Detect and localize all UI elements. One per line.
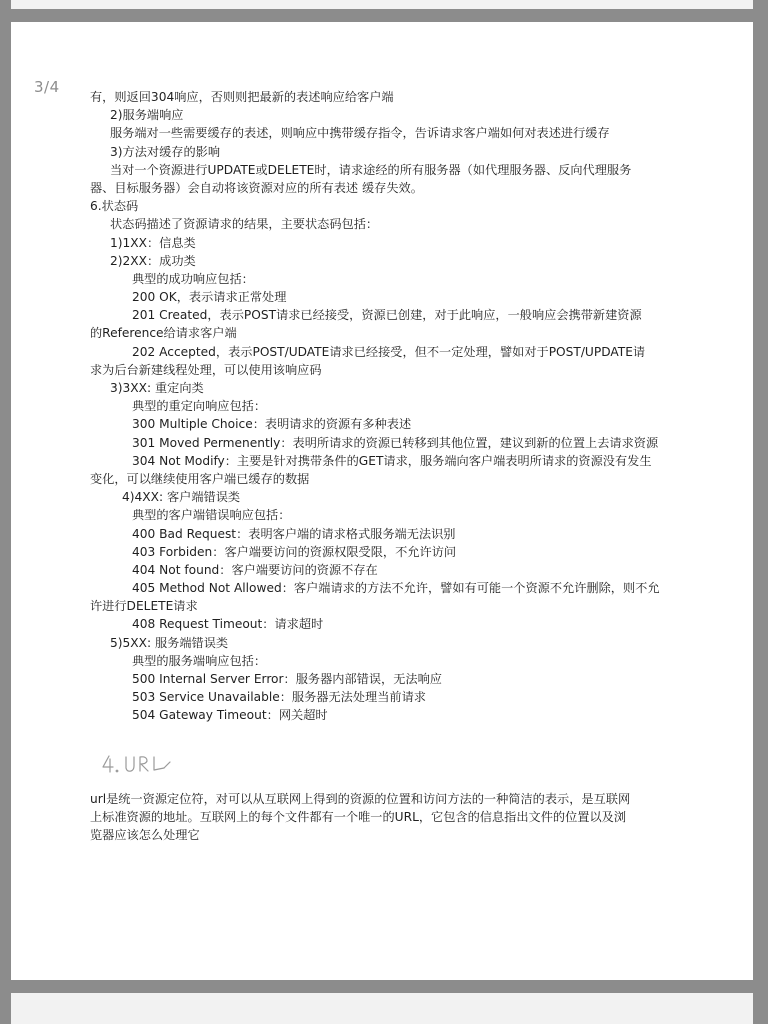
text-line: 典型的客户端错误响应包括： [132, 508, 291, 523]
text-line: 504 Gateway Timeout：网关超时 [132, 708, 328, 723]
text-line: 有，则返回304响应，否则则把最新的表述响应给客户端 [90, 90, 394, 104]
text-line: 3)3XX: 重定向类 [110, 381, 204, 395]
text-line: 408 Request Timeout：请求超时 [132, 617, 324, 632]
text-line: 典型的成功响应包括： [132, 271, 254, 286]
text-line: 200 OK，表示请求正常处理 [132, 290, 287, 305]
url-definition-paragraph [90, 790, 670, 845]
handwritten-heading-url [100, 751, 180, 777]
document-body [90, 88, 670, 725]
paragraph-line: url是统一资源定位符，对可以从互联网上得到的资源的位置和访问方法的一种简洁的表示，是互联网 [90, 792, 631, 806]
page-indicator: 3/4 [34, 78, 60, 96]
text-line: 5)5XX: 服务端错误类 [110, 635, 229, 650]
text-line: 301 Moved Permenently：表明所请求的资源已转移到其他位置，建议到新的位置上去请求资源 [132, 435, 659, 450]
text-line: 求为后台新建线程处理，可以使用该响应码 [90, 362, 322, 377]
text-line: 403 Forbiden：客户端要访问的资源权限受限，不允许访问 [132, 544, 457, 559]
handwritten-note-drawing [100, 751, 180, 777]
text-line: 6.状态码 [90, 199, 139, 214]
text-line: 2)2XX：成功类 [110, 253, 196, 268]
text-line: 的Reference给请求客户端 [90, 326, 237, 341]
text-line: 器、目标服务器）会自动将该资源对应的所有表述 缓存失效。 [90, 180, 423, 195]
text-line: 当对一个资源进行UPDATE或DELETE时，请求途经的所有服务器（如代理服务器、反向代理服务 [110, 162, 632, 177]
text-line: 503 Service Unavailable：服务器无法处理当前请求 [132, 690, 426, 705]
text-line: 典型的服务端响应包括： [132, 653, 267, 668]
text-line: 服务端对一些需要缓存的表述，则响应中携带缓存指令，告诉请求客户端如何对表述进行缓存 [110, 126, 610, 141]
text-line: 202 Accepted，表示POST/UDATE请求已经接受，但不一定处理，譬如对于POST/UPDATE请 [132, 344, 646, 359]
text-line: 4)4XX: 客户端错误类 [122, 490, 241, 505]
text-line: 405 Method Not Allowed：客户端请求的方法不允许，譬如有可能一个资源不允许删除，则不允 [132, 581, 660, 596]
text-line: 许进行DELETE请求 [90, 599, 198, 614]
text-line: 2)服务端响应 [110, 108, 184, 123]
text-line: 304 Not Modify：主要是针对携带条件的GET请求，服务端向客户端表明所请求的资源没有发生 [132, 453, 652, 468]
text-line: 典型的重定向响应包括： [132, 399, 267, 414]
text-line: 1)1XX：信息类 [110, 235, 196, 250]
text-line: 状态码描述了资源请求的结果，主要状态码包括： [110, 217, 379, 232]
text-line: 3)方法对缓存的影响 [110, 144, 221, 159]
text-line: 变化，可以继续使用客户端已缓存的数据 [90, 471, 310, 486]
text-line: 300 Multiple Choice：表明请求的资源有多种表述 [132, 417, 412, 432]
next-page-edge[interactable] [11, 993, 753, 1024]
text-line: 404 Not found：客户端要访问的资源不存在 [132, 562, 378, 577]
previous-page-edge[interactable] [11, 0, 753, 9]
text-line: 400 Bad Request：表明客户端的请求格式服务端无法识别 [132, 526, 456, 541]
text-line: 500 Internal Server Error：服务器内部错误，无法响应 [132, 672, 442, 686]
text-line: 201 Created，表示POST请求已经接受，资源已创建，对于此响应，一般响应会携带新建资源 [132, 308, 642, 323]
paragraph-line: 上标准资源的地址。互联网上的每个文件都有一个唯一的URL，它包含的信息指出文件的位置以及浏 [90, 810, 627, 825]
paragraph-line: 览器应该怎么处理它 [90, 828, 200, 843]
